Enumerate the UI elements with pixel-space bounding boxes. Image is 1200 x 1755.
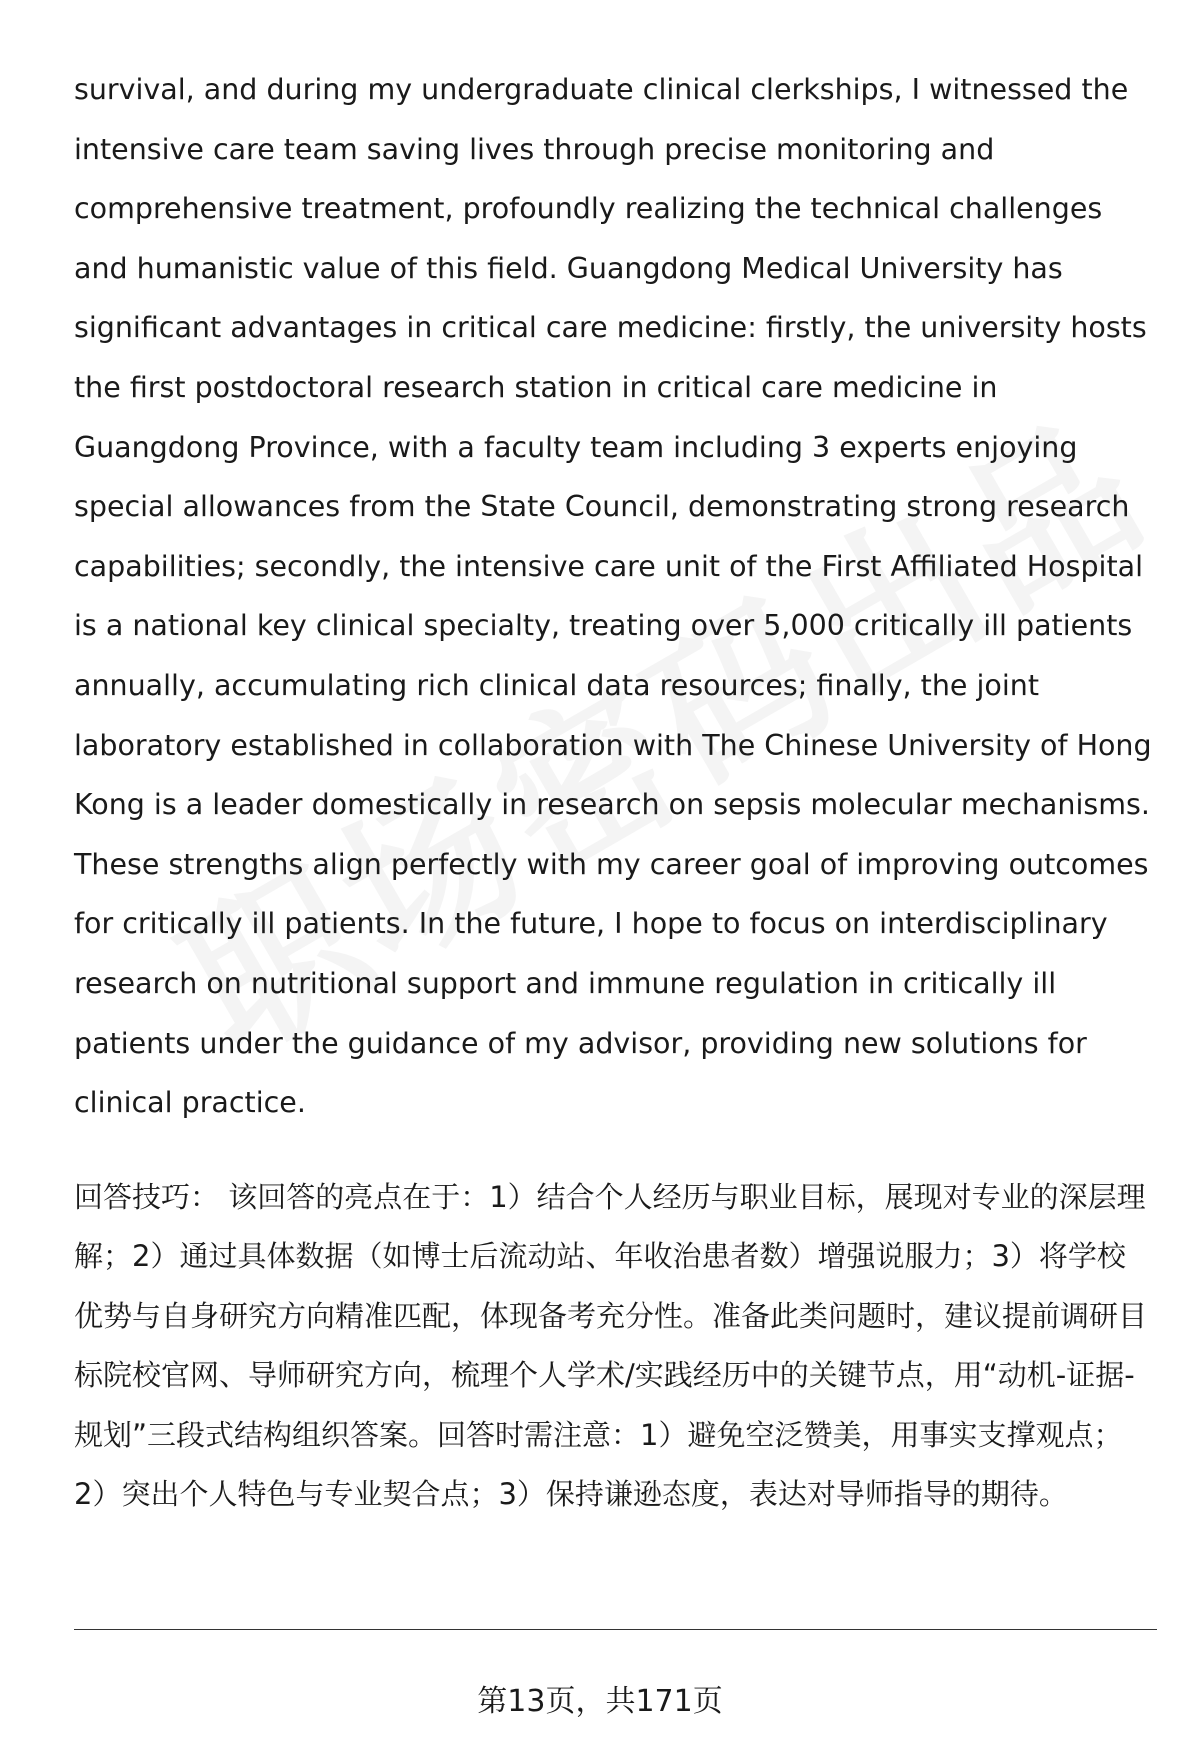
answer-tips-paragraph: 回答技巧： 该回答的亮点在于：1）结合个人经历与职业目标，展现对专业的深层理解；2）通过具体数据（如博士后流动站、年收治患者数）增强说服力；3）将学校优势与自身研究方向精准匹配，体现备考充分性。准备此类问题时，建议提前调研目标院校官网、导师研究方向，梳理个人学术/实践经历中的关键节点，用“动机-证据-规划”三段式结构组织答案。回答时需注意：1）避免空泛赞美，用事实支撑观点；2）突出个人特色与专业契合点；3）保持谦逊态度，表达对导师指导的期待。	[74, 1180, 1148, 1512]
body-paragraph: survival, and during my undergraduate clinical clerkships, I witnessed the intensive care team saving lives through precise monitoring and comprehensive treatment, profoundly realizing the technical challenges and humanistic value of this field. Guangdong Medical University has significant advantages in critical care medicine: firstly, the university hosts the first postdoctoral research station in critical care medicine in Guangdong Province, with a faculty team including 3 experts enjoying special allowances from the State Council, demonstrating strong research capabilities; secondly, the intensive care unit of the First Affiliated Hospital is a national key clinical specialty, treating over 5,000 critically ill patients annually, accumulating rich clinical data resources; finally, the joint laboratory established in collaboration with The Chinese University of Hong Kong is a leader domestically in research on sepsis molecular mechanisms. These strengths align perfectly with my career goal of improving outcomes for critically ill patients. In the future, I hope to focus on interdisciplinary research on nutritional support and immune regulation in critically ill patients under the guidance of my advisor, providing new solutions for clinical practice.	[74, 73, 1152, 1120]
page-indicator: 第13页，共171页	[477, 1684, 723, 1719]
footer-divider	[74, 1629, 1157, 1630]
